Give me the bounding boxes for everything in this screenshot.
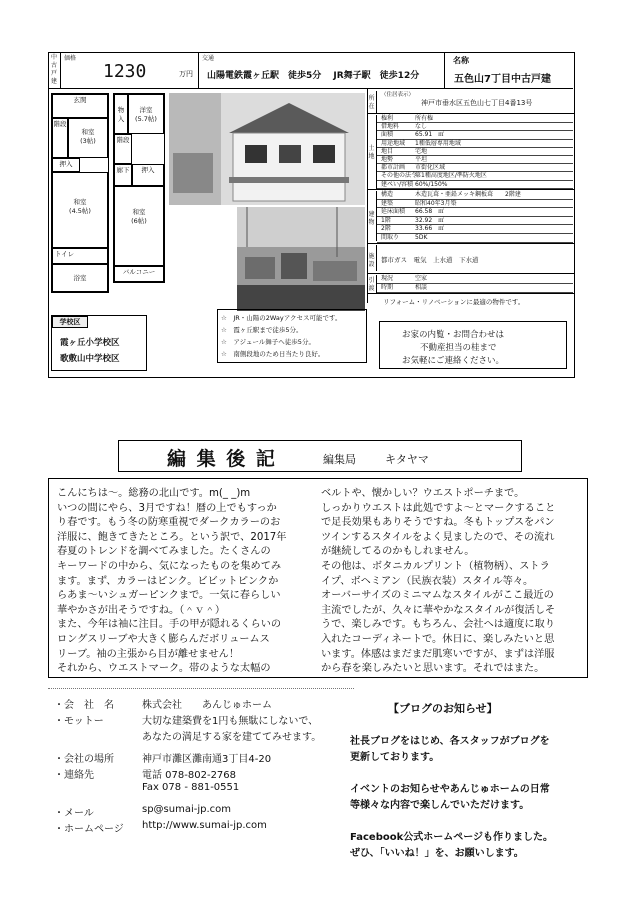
- company-info: [48, 694, 358, 844]
- transport-cell: 交通 山陽電鉄霞ヶ丘駅 徒歩5分 JR舞子駅 徒歩12分: [199, 53, 445, 88]
- remark-text: リフォーム・リノベーションに最適の物件です。: [383, 298, 525, 306]
- info-row: [377, 284, 573, 293]
- section-land: 土地: [367, 115, 377, 189]
- property-name: 五色山7丁目中古戸建: [454, 74, 551, 85]
- info-value: 60%/150%: [415, 180, 448, 188]
- info-row: [377, 156, 573, 164]
- info-key: 現況: [381, 275, 394, 282]
- blog-line: イベントのお知らせやあんじゅホームの日常: [350, 784, 550, 795]
- editor-line: り春です。もう冬の防寒重視でダークカラーのお: [57, 517, 281, 529]
- editor-line: が継続してるのかもしれません。: [321, 546, 475, 558]
- address: 神戸市垂水区五色山七丁目4番13号: [421, 99, 533, 107]
- company-value: 株式会社 あんじゅホーム: [142, 700, 272, 711]
- info-row: [377, 275, 573, 284]
- info-key: 用途地域: [381, 139, 406, 147]
- editor-line: しっかりウエストは此処ですよ〜とマークすること: [321, 502, 556, 514]
- info-key: 間取り: [381, 234, 400, 241]
- neighborhood-photo: [237, 207, 365, 311]
- editor-line: うで、楽しみです。もちろん、会社へは適度に取り: [321, 619, 555, 631]
- info-row: [377, 172, 573, 180]
- company-label: ・ホームページ: [54, 824, 124, 835]
- contact-box: お家の内覧・お問合わせは 不動産担当の桂まで お気軽にご連絡ください。: [379, 321, 567, 369]
- blog-line: 更新しております。: [350, 752, 440, 763]
- feature-item: ☆ JR・山陽の2Wayアクセス可能です。: [221, 314, 342, 322]
- divider: [367, 113, 575, 114]
- editor-line: イプ、ボヘミアン（民族衣装）スタイル等々。: [321, 575, 534, 587]
- info-row: [377, 148, 573, 156]
- editor-line: それから、ウエストマーク。帯のような太幅の: [57, 663, 271, 675]
- divider: [367, 243, 575, 244]
- editor-line: ツインするスタイルをよく見ましたので、その流れ: [321, 531, 555, 543]
- info-key: 地勢: [381, 156, 394, 163]
- info-row: [377, 123, 573, 131]
- editor-note-title-box: [118, 440, 522, 472]
- editor-line: ます。まず、カラーはピンク。ビビットピンクか: [57, 575, 279, 587]
- editor-line: いつの間にやら、3月ですね！暦の上でもすっか: [57, 502, 277, 514]
- editor-line: から春を楽しみたいと思います。それではまた。: [321, 663, 545, 675]
- info-key: 建築: [381, 199, 394, 207]
- company-value: sp@sumai-jp.com: [142, 804, 232, 815]
- info-row: [377, 140, 573, 148]
- elementary-school: 霞ヶ丘小学校区: [60, 338, 120, 348]
- school-district-box: [51, 315, 147, 371]
- info-value: 宅地: [415, 147, 428, 155]
- side-label: 中 古 戸 建: [49, 53, 61, 88]
- info-value: 市街化区域: [415, 164, 446, 172]
- info-value: 33.66 ㎡: [415, 225, 445, 233]
- floorplan-1f: 玄関 階段 和室 (3帖) 押入 和室 (4.5帖) トイレ 浴室: [51, 93, 109, 293]
- info-key: 建ぺい/容積: [381, 180, 414, 188]
- editor-line: こんにちは〜。総務の北山です。m(_ _)m: [57, 488, 251, 499]
- info-value: 1種低層専用地域: [415, 139, 461, 147]
- features-box: [217, 309, 367, 363]
- editor-line: キーワードの中から、気になったものを集めてみ: [57, 560, 282, 572]
- info-key: 都市計画: [381, 164, 406, 172]
- blog-line: Facebook公式ホームページも作りました。: [350, 832, 554, 843]
- editor-line: 春夏のトレンドを調べてみました。たくさんの: [57, 546, 271, 558]
- editor-dept: 編集局: [323, 453, 356, 466]
- price-cell: [61, 53, 199, 88]
- info-value: 空家: [415, 275, 428, 282]
- info-value: 5DK: [415, 234, 428, 241]
- editor-line: ベルトや、懐かしい？ウエストポーチまで。: [321, 488, 525, 499]
- feature-item: ☆ アジュール舞子へ徒歩5分。: [221, 338, 315, 346]
- section-facility: 施設: [367, 245, 377, 271]
- name-cell: 名称 五色山7丁目中古戸建: [453, 56, 551, 85]
- editor-note-body: [48, 478, 588, 678]
- info-key: その他の法令: [381, 172, 418, 180]
- feature-item: ☆ 南側段地のため日当たり良好。: [221, 350, 325, 358]
- transport-text: 山陽電鉄霞ヶ丘駅 徒歩5分 JR舞子駅 徒歩12分: [207, 71, 420, 81]
- company-value: あなたの満足する家を建ててみせます。: [142, 732, 322, 743]
- editor-note-title: 編 集 後 記: [167, 448, 277, 470]
- editor-line: 主流でしたが、久々に華やかなスタイルが復活しそ: [321, 604, 556, 616]
- info-value: 平坦: [415, 156, 428, 163]
- info-value: 66.58 ㎡: [415, 208, 445, 216]
- company-value: Fax 078 - 881-0551: [142, 782, 240, 793]
- house-photo-graphic: [169, 93, 365, 205]
- info-row: [377, 131, 573, 139]
- editor-line: また、今年は袖に注目。手の甲が隠れるくらいの: [57, 619, 282, 631]
- house-exterior-photo: [169, 93, 365, 205]
- editor-line: います。体感はまだまだ肌寒いですが、まずは洋服: [321, 648, 555, 660]
- neighborhood-graphic: [237, 207, 365, 311]
- company-value: http://www.sumai-jp.com: [142, 820, 267, 831]
- blog-title: 【ブログのお知らせ】: [388, 702, 498, 715]
- dotted-divider: [48, 688, 354, 689]
- blog-line: 社長ブログをはじめ、各スタッフがブログを: [350, 736, 550, 747]
- company-label: ・モットー: [54, 716, 104, 727]
- info-key: 1階: [381, 216, 391, 224]
- info-key: 面積: [381, 131, 394, 139]
- info-value: 65.91 ㎡: [415, 131, 445, 139]
- school-district-label: 学校区: [52, 316, 88, 328]
- company-value: 電話 078-802-2768: [142, 770, 237, 781]
- company-label: ・メール: [54, 808, 94, 819]
- info-row: [377, 191, 573, 200]
- divider: [367, 293, 575, 294]
- info-row: [377, 225, 573, 234]
- price-value: 1230: [103, 61, 147, 82]
- price-unit: 万円: [179, 70, 193, 78]
- editor-line: らあま〜いシュガーピンクまで。一気に春らしい: [57, 590, 281, 602]
- info-value: 32.92 ㎡: [415, 216, 445, 224]
- info-key: 2階: [381, 225, 391, 233]
- info-row: [377, 234, 573, 243]
- blog-line: ぜひ、「いいね！」を、お願いします。: [350, 848, 524, 859]
- info-value: 木造瓦葺・亜鉛メッキ鋼板葺 2階建: [415, 191, 521, 198]
- floorplan-2f: 物入 洋室 (5.7帖) 階段 廊下 押入 和室 (6帖) バルコニー: [113, 93, 165, 283]
- editor-note-right-column: [321, 487, 555, 677]
- editor-line: 洋服に、飽きてきたところ。という訳で、2017年: [57, 531, 287, 543]
- info-value: 相談: [415, 284, 428, 291]
- info-key: 時期: [381, 284, 394, 291]
- info-key: 地目: [381, 147, 394, 155]
- editor-line: で足長効果もありそうですね。冬もトップスをパン: [321, 517, 555, 529]
- editor-line: ロングスリーブや大きく膨らんだボリュームス: [57, 633, 270, 645]
- info-row: [377, 217, 573, 226]
- editor-line: その他は、ボタニカルプリント（植物柄）、ストラ: [321, 560, 550, 572]
- section-building: 建物: [367, 191, 377, 241]
- editor-line: 入れたコーディネートで。休日に、楽しみたいと思: [321, 633, 555, 645]
- info-row: [377, 200, 573, 209]
- company-value: 大切な建築費を1円も無駄にしないで、: [142, 716, 319, 727]
- editor-line: オーバーサイズのミニマムなスタイルがここ最近の: [321, 590, 554, 602]
- price-label: 価格: [64, 55, 77, 62]
- feature-item: ☆ 霞ヶ丘駅まで徒歩5分。: [221, 326, 303, 334]
- section-handover: 引渡: [367, 275, 377, 293]
- info-value: 第1種高度地区/準防火地区: [415, 172, 487, 180]
- info-row: [377, 181, 573, 189]
- editor-name: キタヤマ: [385, 453, 429, 466]
- company-label: ・会 社 名: [54, 700, 114, 711]
- company-label: ・会社の場所: [54, 754, 114, 765]
- info-row: [377, 208, 573, 217]
- property-listing: 中 古 戸 建 価格 1230 万円 交通 山陽電鉄霞ヶ丘駅 徒歩5分 JR舞子駅 徒歩12分 名称 五色山7丁目中古戸建 玄関 階段 和室 (3帖) 押入 和室 (4.5帖) トイレ 浴室 物入 洋室 (5.7帖) 階段 廊下 押入 和室 (6帖) バルコニー 学校区 霞ヶ丘小学校区 歌敷山中学校区 ☆ JR・山陽の2Wayアクセス可能です。 ☆ 霞ヶ丘駅まで徒歩5分。 ☆ アジュール舞子へ徒歩5分。 ☆ 南側段地のため日当たり良好。 所在 （住居表示） 神戸市垂水区五色山七丁目4番13号 土地 権利 所有権 借地料 なし 面積 65.91 ㎡ 用途地域 1種低層専用地域 地目 宅地 地勢 平坦 都市計画 市街化区域 その他の法令 第1種高度地区/準防火地区 建ぺい/容積 60%/150% 建物 構造 木造瓦葺・亜鉛メッキ鋼板葺 2階建 建築 昭和40年3月築 延床面積 66.58 ㎡ 1階 32.92 ㎡ 2階 33.66 ㎡ 間取り 5DK 施設 都市ガス 電気 上水道 下水道 引渡 現況 空家 時期 相談 リフォーム・リノベーションに最適の物件です。 お家の内覧・お問合わせは 不動産担当の桂まで お気軽にご連絡ください。: [48, 52, 575, 378]
- info-value: 所有権: [415, 115, 434, 122]
- editor-note-left-column: [57, 487, 286, 677]
- section-location: 所在: [367, 91, 377, 113]
- listing-header: [49, 53, 573, 89]
- divider: [367, 189, 575, 190]
- editor-line: 華やかさが出そうですね。（＾ｖ＾）: [57, 604, 226, 616]
- blog-line: 等様々な内容で楽しんでいただけます。: [350, 800, 530, 811]
- facility-text: 都市ガス 電気 上水道 下水道: [381, 256, 479, 264]
- info-key: 借地料: [381, 123, 400, 131]
- editor-line: リーブ。袖の主張から目が離せません！: [57, 648, 240, 660]
- info-value: 昭和40年3月築: [415, 199, 457, 207]
- divider: [367, 273, 575, 274]
- info-value: なし: [415, 123, 428, 131]
- info-key: 権利: [381, 115, 394, 122]
- info-key: 構造: [381, 191, 394, 198]
- blog-notice: [350, 700, 590, 859]
- junior-high-school: 歌敷山中学校区: [60, 354, 120, 364]
- company-label: ・連絡先: [54, 770, 94, 781]
- info-key: 延床面積: [381, 208, 406, 216]
- info-row: [377, 115, 573, 123]
- company-value: 神戸市灘区灘南通3丁目4-20: [142, 754, 272, 765]
